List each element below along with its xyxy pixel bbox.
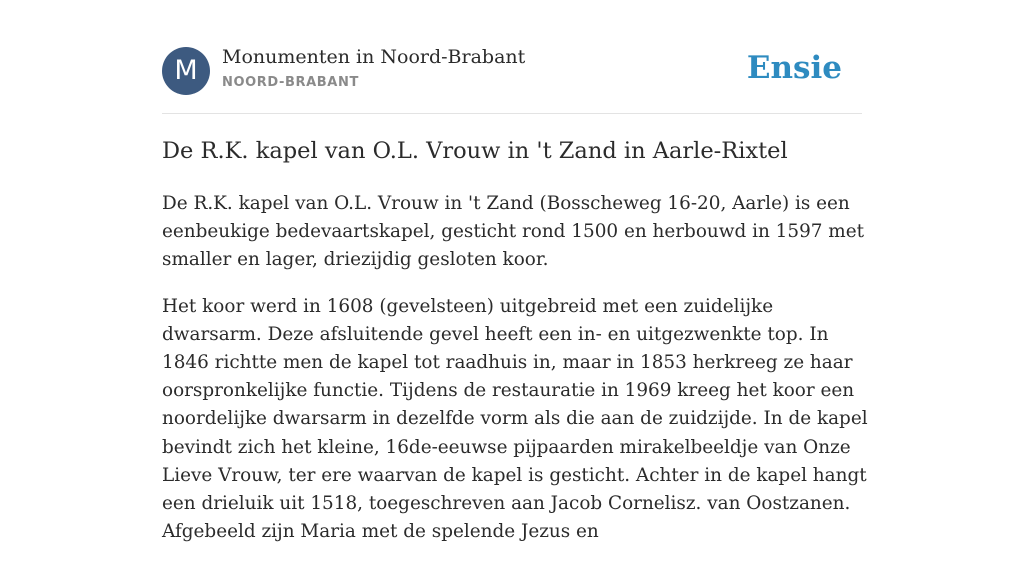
page-container bbox=[162, 0, 868, 543]
avatar[interactable]: M bbox=[162, 47, 210, 95]
site-subtitle[interactable]: NOORD-BRABANT bbox=[222, 75, 359, 90]
site-title[interactable]: Monumenten in Noord-Brabant bbox=[222, 46, 526, 68]
ensie-logo[interactable]: Ensie bbox=[746, 50, 842, 86]
article-paragraph: Het koor werd in 1608 (gevelsteen) uitgebreid met een zuidelijke dwarsarm. Deze afsluitende gevel heeft een in- en uitgezwenkte top. In 1846 richtte men de kapel tot raadhuis in, maar in 1853 herkreeg ze haar oorspronkelijke functie. Tijdens de restauratie in 1969 kreeg het koor een noordelijke dwarsarm in dezelfde vorm als die aan de zuidzijde. In de kapel bevindt zich het kleine, 16de-eeuwse pijpaarden mirakelbeeldje van Onze Lieve Vrouw, ter ere waarvan de kapel is gesticht. Achter in de kapel hangt een drieluik uit 1518, toegeschreven aan Jacob Cornelisz. van Oostzanen. Afgebeeld zijn Maria met de spelende Jezus en bbox=[162, 295, 868, 543]
article-paragraph: De R.K. kapel van O.L. Vrouw in 't Zand (Bosscheweg 16-20, Aarle) is een eenbeukige bedevaartskapel, gesticht rond 1500 en herbouwd in 1597 met smaller en lager, driezijdig gesloten koor. bbox=[162, 193, 865, 271]
page-title: De R.K. kapel van O.L. Vrouw in 't Zand in Aarle-Rixtel bbox=[162, 138, 788, 164]
header bbox=[162, 0, 862, 114]
article-body bbox=[162, 190, 870, 564]
